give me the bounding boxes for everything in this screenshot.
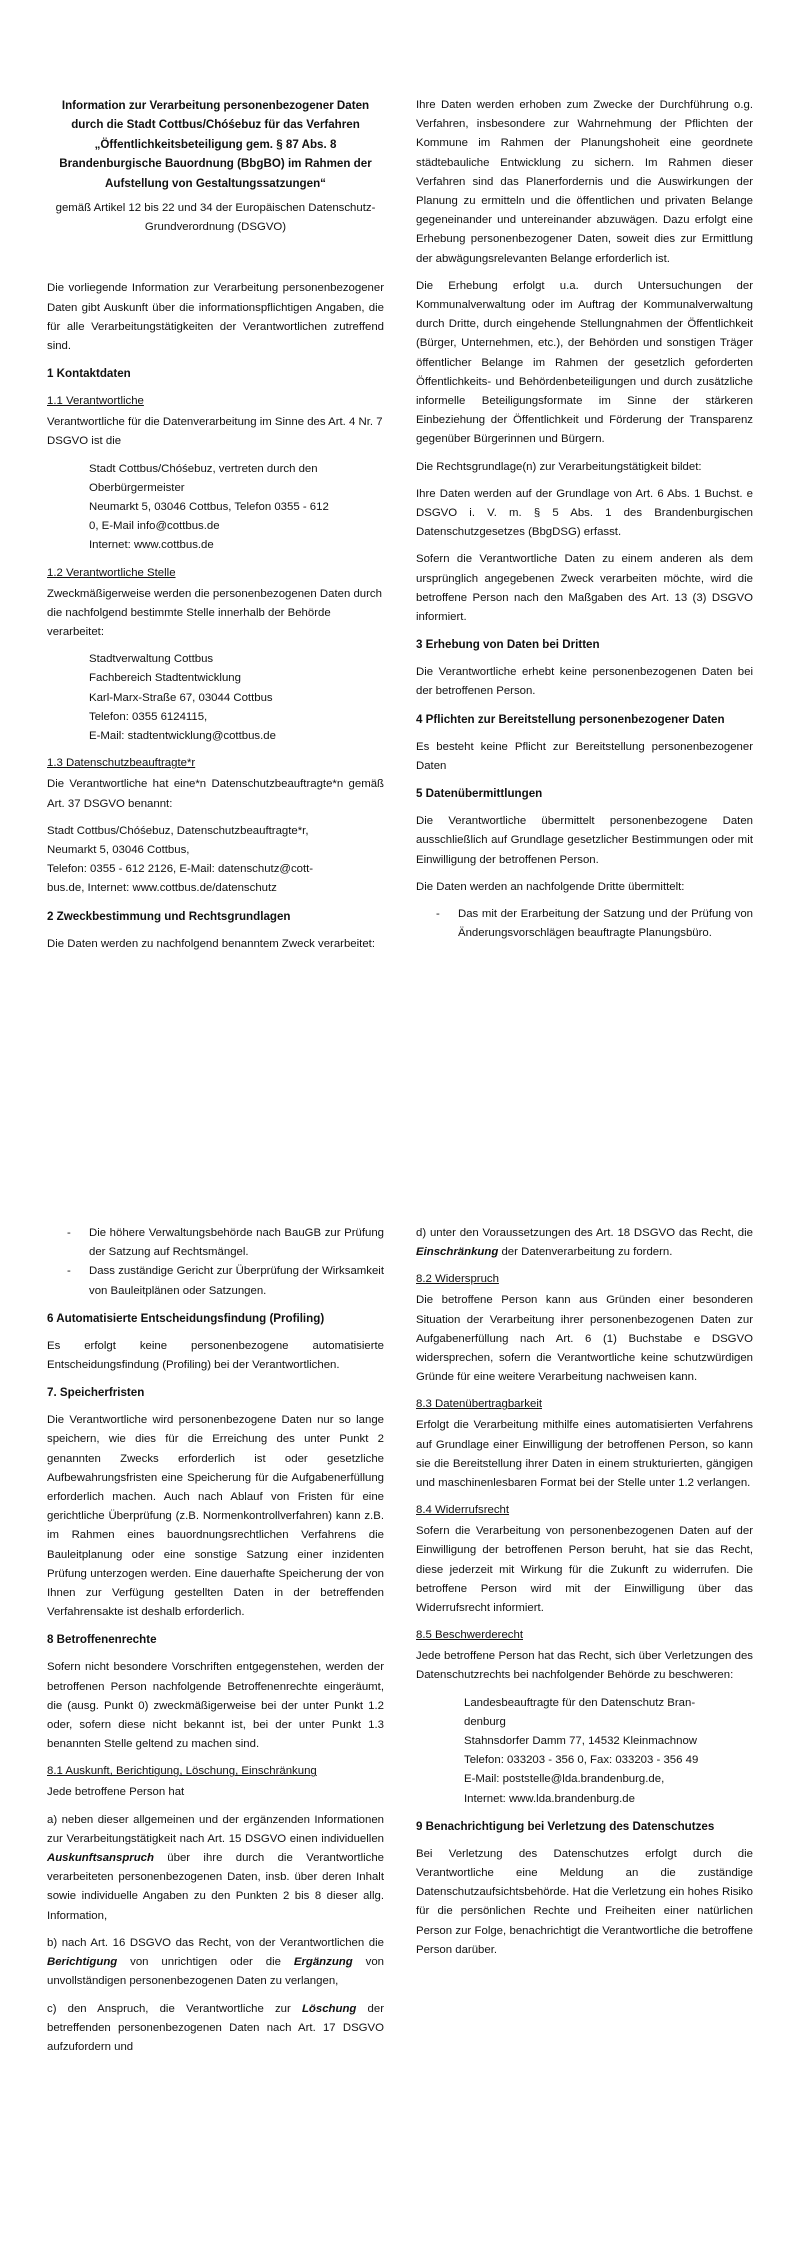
section-8-3-heading: 8.3 Datenübertragbarkeit [416, 1398, 543, 1411]
emphasis-einschraenkung: Einschränkung [416, 1246, 499, 1259]
address-line: E-Mail: stadtentwicklung@cottbus.de [89, 730, 276, 743]
section-2-p2: Ihre Daten werden erhoben zum Zwecke der Durchführung o.g. Verfahren, insbesondere zur Wahrnehmung der Pflichten der Kommune im Rahmen der Planungshoheit eine geordnete städtebauliche Entwicklung zu sichern. Im Rahmen dieser Verfahren sind das Planerfordernis und die Auswirkungen der Planung zu ermitteln und die öffentlichen und privaten Belange gegeneinander und untereinander abzuwägen. Dazu erfolgt eine Erhebung personenbezogener Daten, soweit dies zur Ermittlung der abwägungsrelevanten Belange erforderlich ist. [416, 99, 753, 265]
section-5-p2: Die Daten werden an nachfolgende Dritte übermittelt: [416, 880, 685, 893]
section-8-4-text: Sofern die Verarbeitung von personenbezogenen Daten auf der Einwilligung der betroffenen Person beruht, hat sie das Recht, diese jederzeit mit Wirkung für die Zukunft zu widerrufen. Die betroffene Person wird mit der Einwilligung über das Widerrufsrecht informiert. [416, 1525, 753, 1615]
address-line: Neumarkt 5, 03046 Cottbus, Telefon 0355 - 612 [89, 501, 329, 514]
recipients-list [416, 905, 753, 943]
address-line: Stahnsdorfer Damm 77, 14532 Kleinmachnow [464, 1735, 698, 1748]
right-c-deletion: c) den Anspruch, die Verantwortliche zur Löschung der betreffenden personenbezogenen Daten nach Art. 17 DSGVO aufzufordern und [47, 2002, 384, 2053]
list-item [416, 905, 753, 943]
section-8-heading: 8 Betroffenenrechte [47, 1633, 157, 1647]
section-8-2-heading: 8.2 Widerspruch [416, 1273, 499, 1286]
section-2-p3: Die Erhebung erfolgt u.a. durch Untersuchungen der Kommunalverwaltung oder im Auftrag der Kommunalverwaltung durch Dritte, durch eingehende Stellungnahmen der Öffentlichkeit (Bürger, Unternehmen, etc.), der Behörden und sonstigen Träger öffentlicher Belange im Rahmen der gesetzlich geforderten Öffentlichkeits- und Behördenbeteiligungen und durch zusätzliche informelle Beteiligungsformate im Sinne der stärkeren Einbeziehung der Öffentlichkeit und Förderung der Transparenz gegenüber Bürgerinnen und Bürgern. [416, 279, 753, 446]
address-line: E-Mail: poststelle@lda.brandenburg.de, [464, 1773, 665, 1786]
section-2-p1: Die Daten werden zu nachfolgend benanntem Zweck verarbeitet: [47, 937, 375, 950]
address-line: Internet: www.cottbus.de [89, 539, 214, 552]
section-3-text: Die Verantwortliche erhebt keine personenbezogenen Daten bei der betroffenen Person. [416, 666, 753, 698]
right-b-correction: b) nach Art. 16 DSGVO das Recht, von der Verantwortlichen die Berichtigung von unrichtigen oder die Ergänzung von unvollständigen personenbezogenen Daten zu verlangen, [47, 1936, 384, 1988]
right-a-information: a) neben dieser allgemeinen und der ergänzenden Informationen zur Verarbeitungstätigkeit nach Art. 15 DSGVO einen individuellen Auskunftsanspruch über ihre durch die Verantwortliche verarbeiteten personenbezogenen Daten, insb. über deren Inhalt sowie individuelle Angaben zu den Punkten 2 bis 8 dieser allg. Information, [47, 1813, 384, 1922]
address-line: Stadt Cottbus/Chóśebuz, Datenschutzbeauftragte*r, [47, 824, 309, 837]
dpo-address [47, 822, 384, 899]
address-line: Neumarkt 5, 03046 Cottbus, [47, 843, 190, 856]
section-1-2-text: Zweckmäßigerweise werden die personenbezogenen Daten durch die nachfolgend bestimmte Stelle innerhalb der Behörde verarbeitet: [47, 587, 382, 639]
list-item-text: Das mit der Erarbeitung der Satzung und der Prüfung von Änderungsvorschlägen beauftragte Planungsbüro. [458, 907, 753, 940]
section-4-text: Es besteht keine Pflicht zur Bereitstellung personenbezogener Daten [416, 740, 753, 772]
section-1-1-text: Verantwortliche für die Datenverarbeitung im Sinne des Art. 4 Nr. 7 DSGVO ist die [47, 416, 383, 448]
address-line: Stadt Cottbus/Chóśebuz, vertreten durch den [89, 462, 318, 475]
list-item-text: Dass zuständige Gericht zur Überprüfung der Wirksamkeit von Bauleitplänen oder Satzungen. [89, 1265, 384, 1297]
page-1 [0, 0, 794, 1123]
page1-right-column [416, 96, 753, 951]
section-8-1-lead: Jede betroffene Person hat [47, 1786, 185, 1799]
list-item [47, 1262, 384, 1300]
section-7-heading: 7. Speicherfristen [47, 1386, 145, 1400]
address-line: 0, E-Mail info@cottbus.de [89, 520, 220, 533]
emphasis-berichtigung: Berichtigung [47, 1956, 118, 1969]
address-line: Telefon: 0355 6124115, [89, 710, 208, 723]
section-7-text: Die Verantwortliche wird personenbezogene Daten nur so lange speichern, wie dies für die Erreichung des unter Punkt 2 genannten Zwecks erforderlich ist oder gesetzliche Aufbewahrungsfristen eine Speicherung für die Aufgabenerfüllung erforderlich machen. Auch nach Ablauf von Fristen für eine gerichtliche Überprüfung (z.B. Normenkontrollverfahren) kann z.B. im Rahmen eines bauordnungsrechtlichen Verfahrens die Bauleitplanung oder eine sonstige Satzung einer inzidenten Prüfung unterzogen werden. Eine dauerhafte Speicherung der von Ihnen zur Verfügung gestellten Daten in der betreffenden Verfahrensakte ist deshalb erforderlich. [47, 1414, 384, 1619]
section-1-heading: 1 Kontaktdaten [47, 367, 131, 381]
section-8-3-text: Erfolgt die Verarbeitung mithilfe eines automatisierten Verfahrens auf Grundlage einer Einwilligung der betroffenen Person, so kann sie die Bereitstellung ihrer Daten in einem strukturierten, gängigen und maschinenlesbaren Format bei der Stelle unter 1.2 verlangen. [416, 1419, 753, 1490]
section-2-p4: Die Rechtsgrundlage(n) zur Verarbeitungstätigkeit bildet: [416, 460, 702, 473]
address-line: Landesbeauftragte für den Datenschutz Bran- [464, 1696, 696, 1709]
list-item [47, 1224, 384, 1262]
section-9-heading: 9 Benachrichtigung bei Verletzung des Datenschutzes [416, 1819, 715, 1833]
section-8-intro: Sofern nicht besondere Vorschriften entgegenstehen, werden der betroffenen Person nachfolgende Betroffenenrechte eingeräumt, die (ausg. Punkt 0) zweckmäßigerweise bei der unter Punkt 1.2 oder, sofern diese nicht bekannt ist, bei der unter Punkt 1.3 benannten Stelle geltend zu machen sind. [47, 1661, 384, 1751]
recipients-list-continued [47, 1224, 384, 1301]
address-line: Oberbürgermeister [89, 481, 185, 494]
section-2-p5: Ihre Daten werden auf der Grundlage von Art. 6 Abs. 1 Buchst. e DSGVO i. V. m. § 5 Abs. 1 des Brandenburgischen Datenschutzgesetzes (BbgDSG) erfasst. [416, 487, 753, 539]
section-1-2-heading: 1.2 Verantwortliche Stelle [47, 566, 176, 579]
emphasis-ergaenzung: Ergänzung [293, 1956, 353, 1969]
department-address [47, 650, 384, 746]
section-8-5-heading: 8.5 Beschwerderecht [416, 1629, 524, 1642]
section-2-heading: 2 Zweckbestimmung und Rechtsgrundlagen [47, 909, 291, 923]
dash-bullet-icon: - [436, 907, 440, 920]
section-4-heading: 4 Pflichten zur Bereitstellung personenbezogener Daten [416, 712, 725, 726]
address-line: Telefon: 033203 - 356 0, Fax: 033203 - 356 49 [464, 1754, 699, 1767]
section-3-heading: 3 Erhebung von Daten bei Dritten [416, 638, 600, 652]
section-2-p6: Sofern die Verantwortliche Daten zu einem anderen als dem ursprünglich angegebenen Zweck verarbeiten möchte, wird die betroffene Person nach den Maßgaben des Art. 13 (3) DSGVO informiert. [416, 553, 753, 624]
section-5-p1: Die Verantwortliche übermittelt personenbezogene Daten ausschließlich auf Grundlage gesetzlicher Bestimmungen oder mit Einwilligung der betroffenen Person. [416, 815, 753, 866]
address-line: denburg [464, 1715, 506, 1728]
address-line: Fachbereich Stadtentwicklung [89, 672, 241, 685]
section-9-text: Bei Verletzung des Datenschutzes erfolgt durch die Verantwortliche eine Meldung an die zuständige Datenschutzaufsichtsbehörde. Hat die Verletzung ein hohes Risiko für die persönlichen Rechte und Freiheiten einer natürlichen Person zur Folge, benachrichtigt die Verantwortliche die betroffene Person darüber. [416, 1847, 753, 1956]
section-1-3-heading: 1.3 Datenschutzbeauftragte*r [47, 757, 196, 770]
section-1-3-text: Die Verantwortliche hat eine*n Datenschutzbeauftragte*n gemäß Art. 37 DSGVO benannt: [47, 778, 384, 810]
dash-bullet-icon: - [67, 1227, 71, 1239]
address-line: Karl-Marx-Straße 67, 03044 Cottbus [89, 691, 273, 704]
section-8-2-text: Die betroffene Person kann aus Gründen einer besonderen Situation der Verarbeitung ihrer personenbezogenen Daten zur Aufgabenerfüllung nach Art. 6 (1) Buchstabe e DSGVO widersprechen, sofern die Verantwortliche keine schutzwürdigen Gründe für eine weitere Verarbeitung nachweisen kann. [416, 1294, 753, 1384]
dash-bullet-icon: - [67, 1265, 71, 1278]
intro-paragraph: Die vorliegende Information zur Verarbeitung personenbezogener Daten gibt Auskunft über die informationspflichtigen Angaben, die für alle Verarbeitungstätigkeiten der Verantwortlichen zutreffend sind. [47, 282, 384, 353]
section-8-4-heading: 8.4 Widerrufsrecht [416, 1504, 510, 1517]
page-2 [0, 1128, 794, 2251]
section-6-heading: 6 Automatisierte Entscheidungsfindung (Profiling) [47, 1311, 325, 1325]
emphasis-loeschung: Löschung [301, 2002, 357, 2015]
list-item-text: Die höhere Verwaltungsbehörde nach BauGB zur Prüfung der Satzung auf Rechtsmängel. [89, 1227, 384, 1259]
section-1-1-heading: 1.1 Verantwortliche [47, 395, 144, 408]
controller-address [47, 460, 384, 556]
address-line: Internet: www.lda.brandenburg.de [464, 1792, 635, 1805]
right-d-restriction: d) unter den Voraussetzungen des Art. 18 DSGVO das Recht, die Einschränkung der Datenverarbeitung zu fordern. [416, 1227, 753, 1259]
emphasis-auskunftsanspruch: Auskunftsanspruch [47, 1852, 154, 1865]
page2-right-column [416, 1224, 753, 1968]
section-6-text: Es erfolgt keine personenbezogene automatisierte Entscheidungsfindung (Profiling) bei der Verantwortlichen. [47, 1339, 384, 1372]
address-line: Telefon: 0355 - 612 2126, E-Mail: datenschutz@cott- [47, 863, 314, 876]
page2-left-column [47, 1224, 384, 2065]
document-title: Information zur Verarbeitung personenbezogener Daten durch die Stadt Cottbus/Chóśebuz für das Verfahren „Öffentlichkeitsbeteiligung gem. § 87 Abs. 8 Brandenburgische Bauordnung (BbgBO) im Rahmen der Aufstellung von Gestaltungssatzungen“ [59, 99, 372, 190]
section-8-1-heading: 8.1 Auskunft, Berichtigung, Löschung, Einschränkung [47, 1765, 317, 1778]
document-subtitle: gemäß Artikel 12 bis 22 und 34 der Europäischen Datenschutz-Grundverordnung (DSGVO) [55, 202, 376, 234]
section-5-heading: 5 Datenübermittlungen [416, 787, 543, 801]
address-line: Stadtverwaltung Cottbus [89, 653, 214, 666]
section-8-5-text: Jede betroffene Person hat das Recht, sich über Verletzungen des Datenschutzrechts bei nachfolgender Behörde zu beschweren: [416, 1650, 753, 1682]
page1-left-column [47, 96, 384, 962]
supervisory-authority-address [416, 1694, 753, 1809]
address-line: bus.de, Internet: www.cottbus.de/datenschutz [47, 882, 277, 895]
